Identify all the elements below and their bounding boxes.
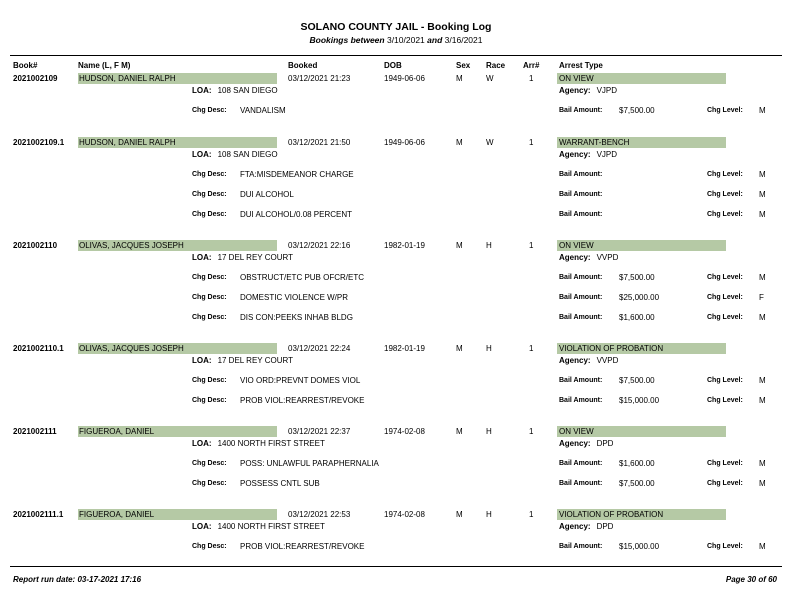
chg-level-label: Chg Level: [707,211,743,218]
arrest-number: 1 [529,344,534,353]
chg-desc-value: POSSESS CNTL SUB [240,479,320,488]
loa-value: 108 SAN DIEGO [217,86,278,95]
agency-value: VVPD [596,253,619,262]
bail-amount-label: Bail Amount: [559,191,603,198]
chg-level-value: M [759,459,766,468]
race: H [486,344,492,353]
chg-level-value: F [759,293,764,302]
chg-level-value: M [759,542,766,551]
chg-level-label: Chg Level: [707,543,743,550]
loa-label: LOA: [192,86,212,95]
race: W [486,74,494,83]
agency-label: Agency: [559,522,591,531]
col-name: Name (L, F M) [78,61,131,70]
col-arrest-type: Arrest Type [559,61,603,70]
chg-desc-value: PROB VIOL:REARREST/REVOKE [240,396,365,405]
dob: 1949-06-06 [384,138,425,147]
chg-level-value: M [759,210,766,219]
agency-line [559,86,617,95]
subtitle-and: and [427,35,443,45]
chg-desc-label: Chg Desc: [192,107,227,114]
booked-datetime: 03/12/2021 21:50 [288,138,351,147]
booked-datetime: 03/12/2021 22:24 [288,344,351,353]
loa-label: LOA: [192,253,212,262]
bail-amount-label: Bail Amount: [559,397,603,404]
dob: 1949-06-06 [384,74,425,83]
chg-level-value: M [759,170,766,179]
agency-value: DPD [596,522,614,531]
bail-amount-value: $15,000.00 [619,542,660,551]
arrest-number: 1 [529,427,534,436]
race: W [486,138,494,147]
arrest-type: VIOLATION OF PROBATION [557,343,726,354]
chg-level-label: Chg Level: [707,171,743,178]
arrest-type: VIOLATION OF PROBATION [557,509,726,520]
booked-datetime: 03/12/2021 22:37 [288,427,351,436]
race: H [486,241,492,250]
col-dob: DOB [384,61,402,70]
sex: M [456,74,463,83]
chg-desc-value: DOMESTIC VIOLENCE W/PR [240,293,349,302]
chg-desc-label: Chg Desc: [192,171,227,178]
chg-level-label: Chg Level: [707,480,743,487]
inmate-name: FIGUEROA, DANIEL [78,509,277,520]
loa-label: LOA: [192,439,212,448]
chg-desc-value: OBSTRUCT/ETC PUB OFCR/ETC [240,273,365,282]
loa-value: 108 SAN DIEGO [217,150,278,159]
chg-level-value: M [759,313,766,322]
loa-line [192,439,325,448]
arrest-type: ON VIEW [557,73,726,84]
col-book: Book# [13,61,38,70]
agency-label: Agency: [559,150,591,159]
race: H [486,427,492,436]
arrest-number: 1 [529,74,534,83]
agency-label: Agency: [559,356,591,365]
agency-label: Agency: [559,86,591,95]
loa-line [192,356,293,365]
inmate-name: OLIVAS, JACQUES JOSEPH [78,343,277,354]
sex: M [456,344,463,353]
inmate-name: OLIVAS, JACQUES JOSEPH [78,240,277,251]
chg-level-value: M [759,273,766,282]
dob: 1982-01-19 [384,241,425,250]
page-number: Page 30 of 60 [725,575,777,584]
arrest-number: 1 [529,241,534,250]
chg-desc-label: Chg Desc: [192,314,227,321]
agency-value: VVPD [596,356,619,365]
col-race: Race [486,61,506,70]
booked-datetime: 03/12/2021 22:53 [288,510,351,519]
bail-amount-label: Bail Amount: [559,107,603,114]
chg-desc-value: DUI ALCOHOL [240,190,294,199]
chg-desc-label: Chg Desc: [192,460,227,467]
loa-value: 17 DEL REY COURT [217,253,293,262]
arrest-number: 1 [529,138,534,147]
bail-amount-value: $7,500.00 [619,106,655,115]
bail-amount-value: $7,500.00 [619,376,655,385]
chg-desc-label: Chg Desc: [192,191,227,198]
chg-level-label: Chg Level: [707,107,743,114]
loa-line [192,522,325,531]
bail-amount-label: Bail Amount: [559,543,603,550]
agency-line [559,253,618,262]
sex: M [456,510,463,519]
date-from: 3/10/2021 [386,35,425,45]
bail-amount-value: $1,600.00 [619,459,655,468]
bail-amount-value: $25,000.00 [619,293,660,302]
chg-desc-label: Chg Desc: [192,294,227,301]
book-number: 2021002111.1 [13,510,64,519]
arrest-number: 1 [529,510,534,519]
arrest-type: WARRANT-BENCH [557,137,726,148]
arrest-type: ON VIEW [557,426,726,437]
dob: 1974-02-08 [384,427,425,436]
dob: 1982-01-19 [384,344,425,353]
booked-datetime: 03/12/2021 21:23 [288,74,351,83]
chg-desc-value: DUI ALCOHOL/0.08 PERCENT [240,210,353,219]
agency-value: VJPD [596,150,618,159]
inmate-name: HUDSON, DANIEL RALPH [78,137,277,148]
agency-value: DPD [596,439,614,448]
chg-desc-value: DIS CON:PEEKS INHAB BLDG [240,313,353,322]
chg-level-label: Chg Level: [707,314,743,321]
book-number: 2021002111 [13,427,57,436]
date-to: 3/16/2021 [444,35,483,45]
chg-level-value: M [759,396,766,405]
col-booked: Booked [288,61,318,70]
agency-label: Agency: [559,253,591,262]
chg-level-label: Chg Level: [707,294,743,301]
chg-desc-label: Chg Desc: [192,480,227,487]
book-number: 2021002110.1 [13,344,64,353]
inmate-name: FIGUEROA, DANIEL [78,426,277,437]
chg-desc-value: VIO ORD:PREVNT DOMES VIOL [240,376,361,385]
bail-amount-label: Bail Amount: [559,314,603,321]
arrest-type: ON VIEW [557,240,726,251]
agency-value: VJPD [596,86,618,95]
agency-line [559,356,618,365]
chg-level-label: Chg Level: [707,191,743,198]
sex: M [456,138,463,147]
chg-level-label: Chg Level: [707,460,743,467]
dob: 1974-02-08 [384,510,425,519]
bail-amount-label: Bail Amount: [559,211,603,218]
loa-label: LOA: [192,150,212,159]
chg-desc-label: Chg Desc: [192,377,227,384]
chg-desc-label: Chg Desc: [192,274,227,281]
footer-rule [10,566,782,567]
book-number: 2021002110 [13,241,58,250]
race: H [486,510,492,519]
chg-desc-label: Chg Desc: [192,211,227,218]
agency-line [559,522,613,531]
bail-amount-label: Bail Amount: [559,460,603,467]
agency-line [559,439,613,448]
col-sex: Sex [456,61,471,70]
chg-level-value: M [759,376,766,385]
chg-desc-value: VANDALISM [240,106,286,115]
chg-desc-value: FTA:MISDEMEANOR CHARGE [240,170,354,179]
sex: M [456,427,463,436]
loa-line [192,253,293,262]
chg-level-value: M [759,479,766,488]
chg-level-value: M [759,106,766,115]
bail-amount-value: $7,500.00 [619,479,655,488]
bail-amount-value: $1,600.00 [619,313,655,322]
loa-label: LOA: [192,356,212,365]
header-top-rule [10,55,782,56]
chg-desc-label: Chg Desc: [192,543,227,550]
chg-level-value: M [759,190,766,199]
bail-amount-value: $7,500.00 [619,273,655,282]
report-subtitle [0,35,792,45]
agency-line [559,150,617,159]
report-title: SOLANO COUNTY JAIL - Booking Log [300,21,492,33]
subtitle-prefix: Bookings between [309,35,385,45]
bail-amount-label: Bail Amount: [559,171,603,178]
bail-amount-label: Bail Amount: [559,294,603,301]
bail-amount-label: Bail Amount: [559,274,603,281]
chg-desc-value: PROB VIOL:REARREST/REVOKE [240,542,365,551]
inmate-name: HUDSON, DANIEL RALPH [78,73,277,84]
bail-amount-label: Bail Amount: [559,480,603,487]
chg-desc-value: POSS: UNLAWFUL PARAPHERNALIA [240,459,379,468]
agency-label: Agency: [559,439,591,448]
loa-label: LOA: [192,522,212,531]
chg-level-label: Chg Level: [707,397,743,404]
book-number: 2021002109.1 [13,138,65,147]
sex: M [456,241,463,250]
chg-level-label: Chg Level: [707,377,743,384]
loa-value: 1400 NORTH FIRST STREET [217,439,325,448]
bail-amount-value: $15,000.00 [619,396,660,405]
col-arr: Arr# [523,61,540,70]
report-run-date: Report run date: 03-17-2021 17:16 [13,575,142,584]
chg-level-label: Chg Level: [707,274,743,281]
loa-line [192,150,278,159]
booked-datetime: 03/12/2021 22:16 [288,241,351,250]
book-number: 2021002109 [13,74,58,83]
bail-amount-label: Bail Amount: [559,377,603,384]
loa-line [192,86,278,95]
loa-value: 1400 NORTH FIRST STREET [217,522,325,531]
loa-value: 17 DEL REY COURT [217,356,293,365]
chg-desc-label: Chg Desc: [192,397,227,404]
